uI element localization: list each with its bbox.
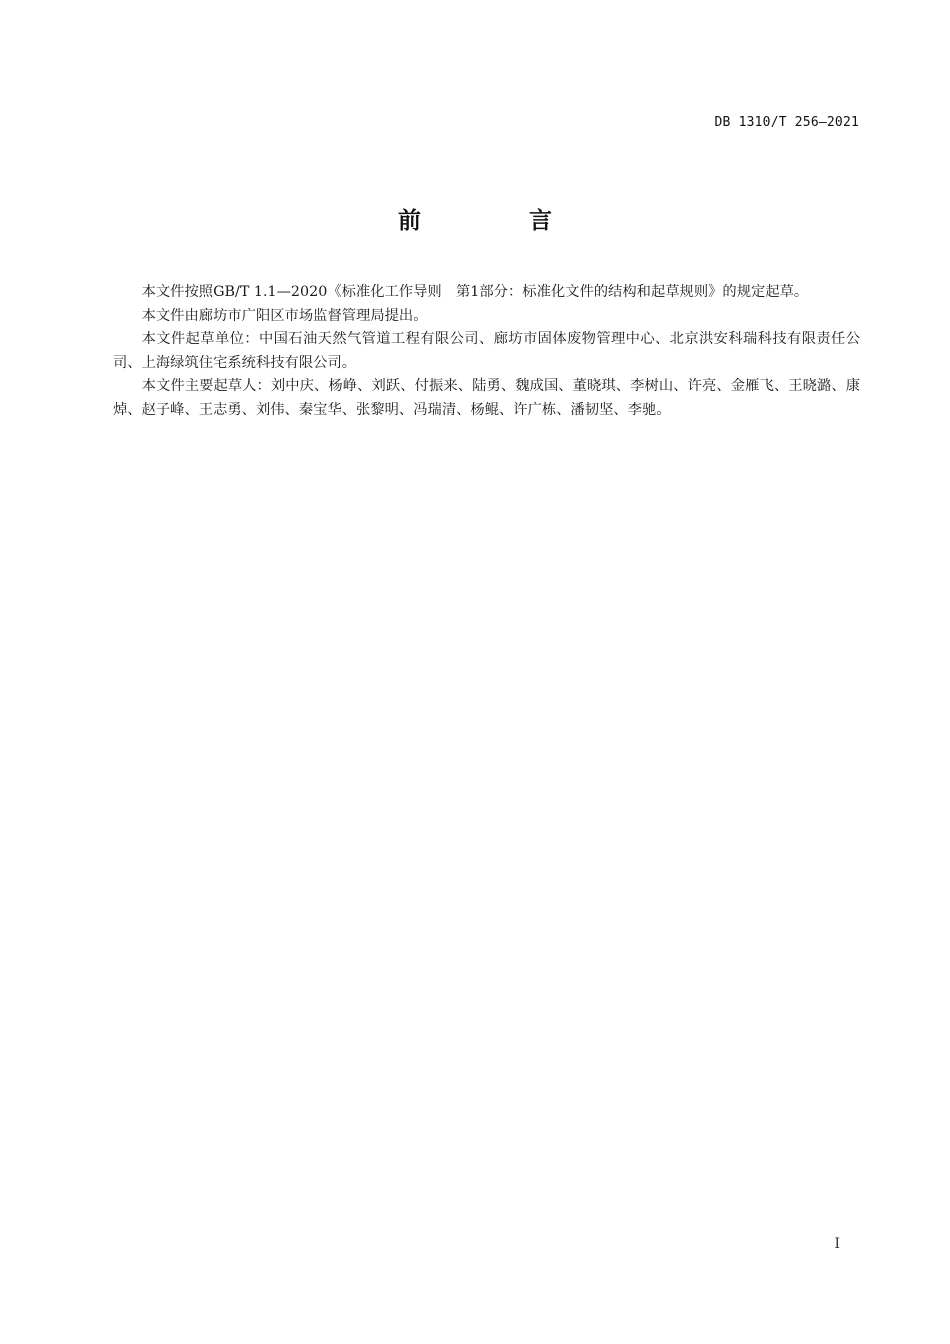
paragraph-proposer: 本文件由廊坊市广阳区市场监督管理局提出。 [141,307,428,324]
paragraph-drafting-units: 本文件起草单位：中国石油天然气管道工程有限公司、廊坊市固体废物管理中心、北京洪安科瑞科技有限责任公司、上海绿筑住宅系统科技有限公司。 [113,331,860,371]
paragraph-drafters: 本文件主要起草人：刘中庆、杨峥、刘跃、付振来、陆勇、魏成国、董晓琪、李树山、许亮、金雁飞、王晓潞、康焯、赵子峰、王志勇、刘伟、秦宝华、张黎明、冯瑞清、杨鲲、许广栋、潘韧坚、李驰。 [113,378,860,418]
paragraph-drafting-rules: 本文件按照GB/T 1.1—2020《标准化工作导则 第1部分：标准化文件的结构和起草规则》的规定起草。 [141,284,809,300]
page-title: 前 言 [397,208,602,234]
standard-code: DB 1310/T 256—2021 [714,115,859,130]
page-number: I [834,1236,840,1252]
preface-body [113,281,860,422]
